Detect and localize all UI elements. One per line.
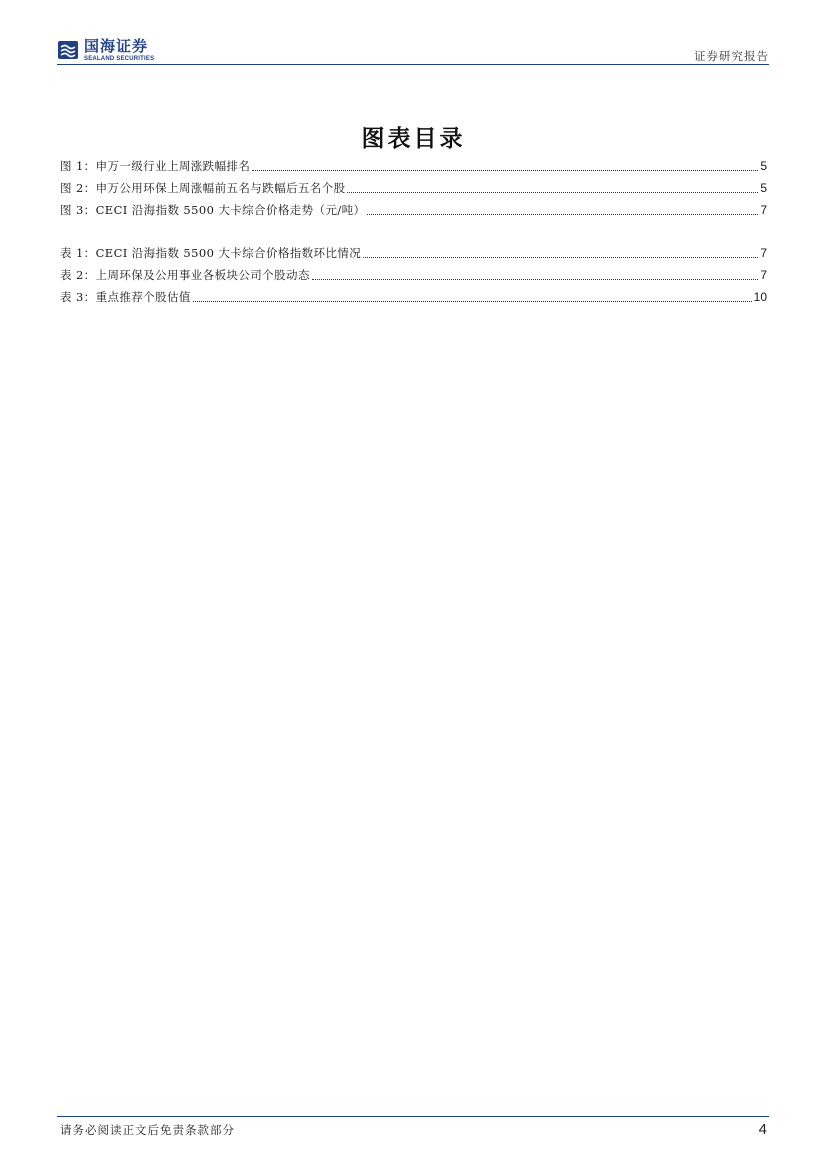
footer-divider [57, 1116, 769, 1117]
page-header [57, 36, 769, 66]
toc-leader-dots [312, 278, 759, 280]
toc-entry-label: 表 1：CECI 沿海指数 5500 大卡综合价格指数环比情况 [60, 246, 362, 260]
toc-entry-table-2[interactable] [60, 267, 767, 289]
sealand-logo-icon [57, 39, 79, 61]
toc-entry-label: 图 2：申万公用环保上周涨幅前五名与跌幅后五名个股 [60, 181, 346, 195]
logo-text [84, 36, 155, 62]
page-number: 4 [758, 1121, 767, 1138]
toc-entry-page: 7 [760, 246, 767, 260]
footer-disclaimer: 请务必阅读正文后免责条款部分 [60, 1123, 235, 1137]
toc-entry-label: 图 1：申万一级行业上周涨跌幅排名 [60, 159, 251, 173]
header-divider [57, 64, 769, 65]
figure-toc-list [60, 158, 767, 224]
toc-entry-page: 7 [760, 268, 767, 282]
toc-entry-page: 10 [753, 290, 767, 304]
toc-entry-label: 图 3：CECI 沿海指数 5500 大卡综合价格走势（元/吨） [60, 203, 366, 217]
toc-entry-label: 表 3：重点推荐个股估值 [60, 290, 191, 304]
toc-entry-label: 表 2：上周环保及公用事业各板块公司个股动态 [60, 268, 310, 282]
toc-leader-dots [252, 169, 758, 171]
logo-name-cn: 国海证券 [84, 36, 149, 55]
toc-entry-figure-3[interactable] [60, 202, 767, 224]
toc-entry-page: 5 [760, 181, 767, 195]
toc-entry-page: 5 [760, 159, 767, 173]
logo-name-en: SEALAND SECURITIES [84, 55, 155, 62]
toc-leader-dots [367, 213, 758, 215]
report-type-label: 证券研究报告 [694, 49, 769, 63]
page-title: 图表目录 [361, 125, 466, 152]
toc-entry-table-3[interactable] [60, 289, 767, 311]
toc-entry-table-1[interactable] [60, 245, 767, 267]
toc-entry-figure-1[interactable] [60, 158, 767, 180]
table-toc-list [60, 245, 767, 311]
toc-entry-figure-2[interactable] [60, 180, 767, 202]
toc-entry-page: 7 [760, 203, 767, 217]
toc-leader-dots [347, 191, 758, 193]
company-logo [57, 36, 154, 64]
toc-leader-dots [193, 300, 752, 302]
toc-leader-dots [363, 256, 758, 258]
